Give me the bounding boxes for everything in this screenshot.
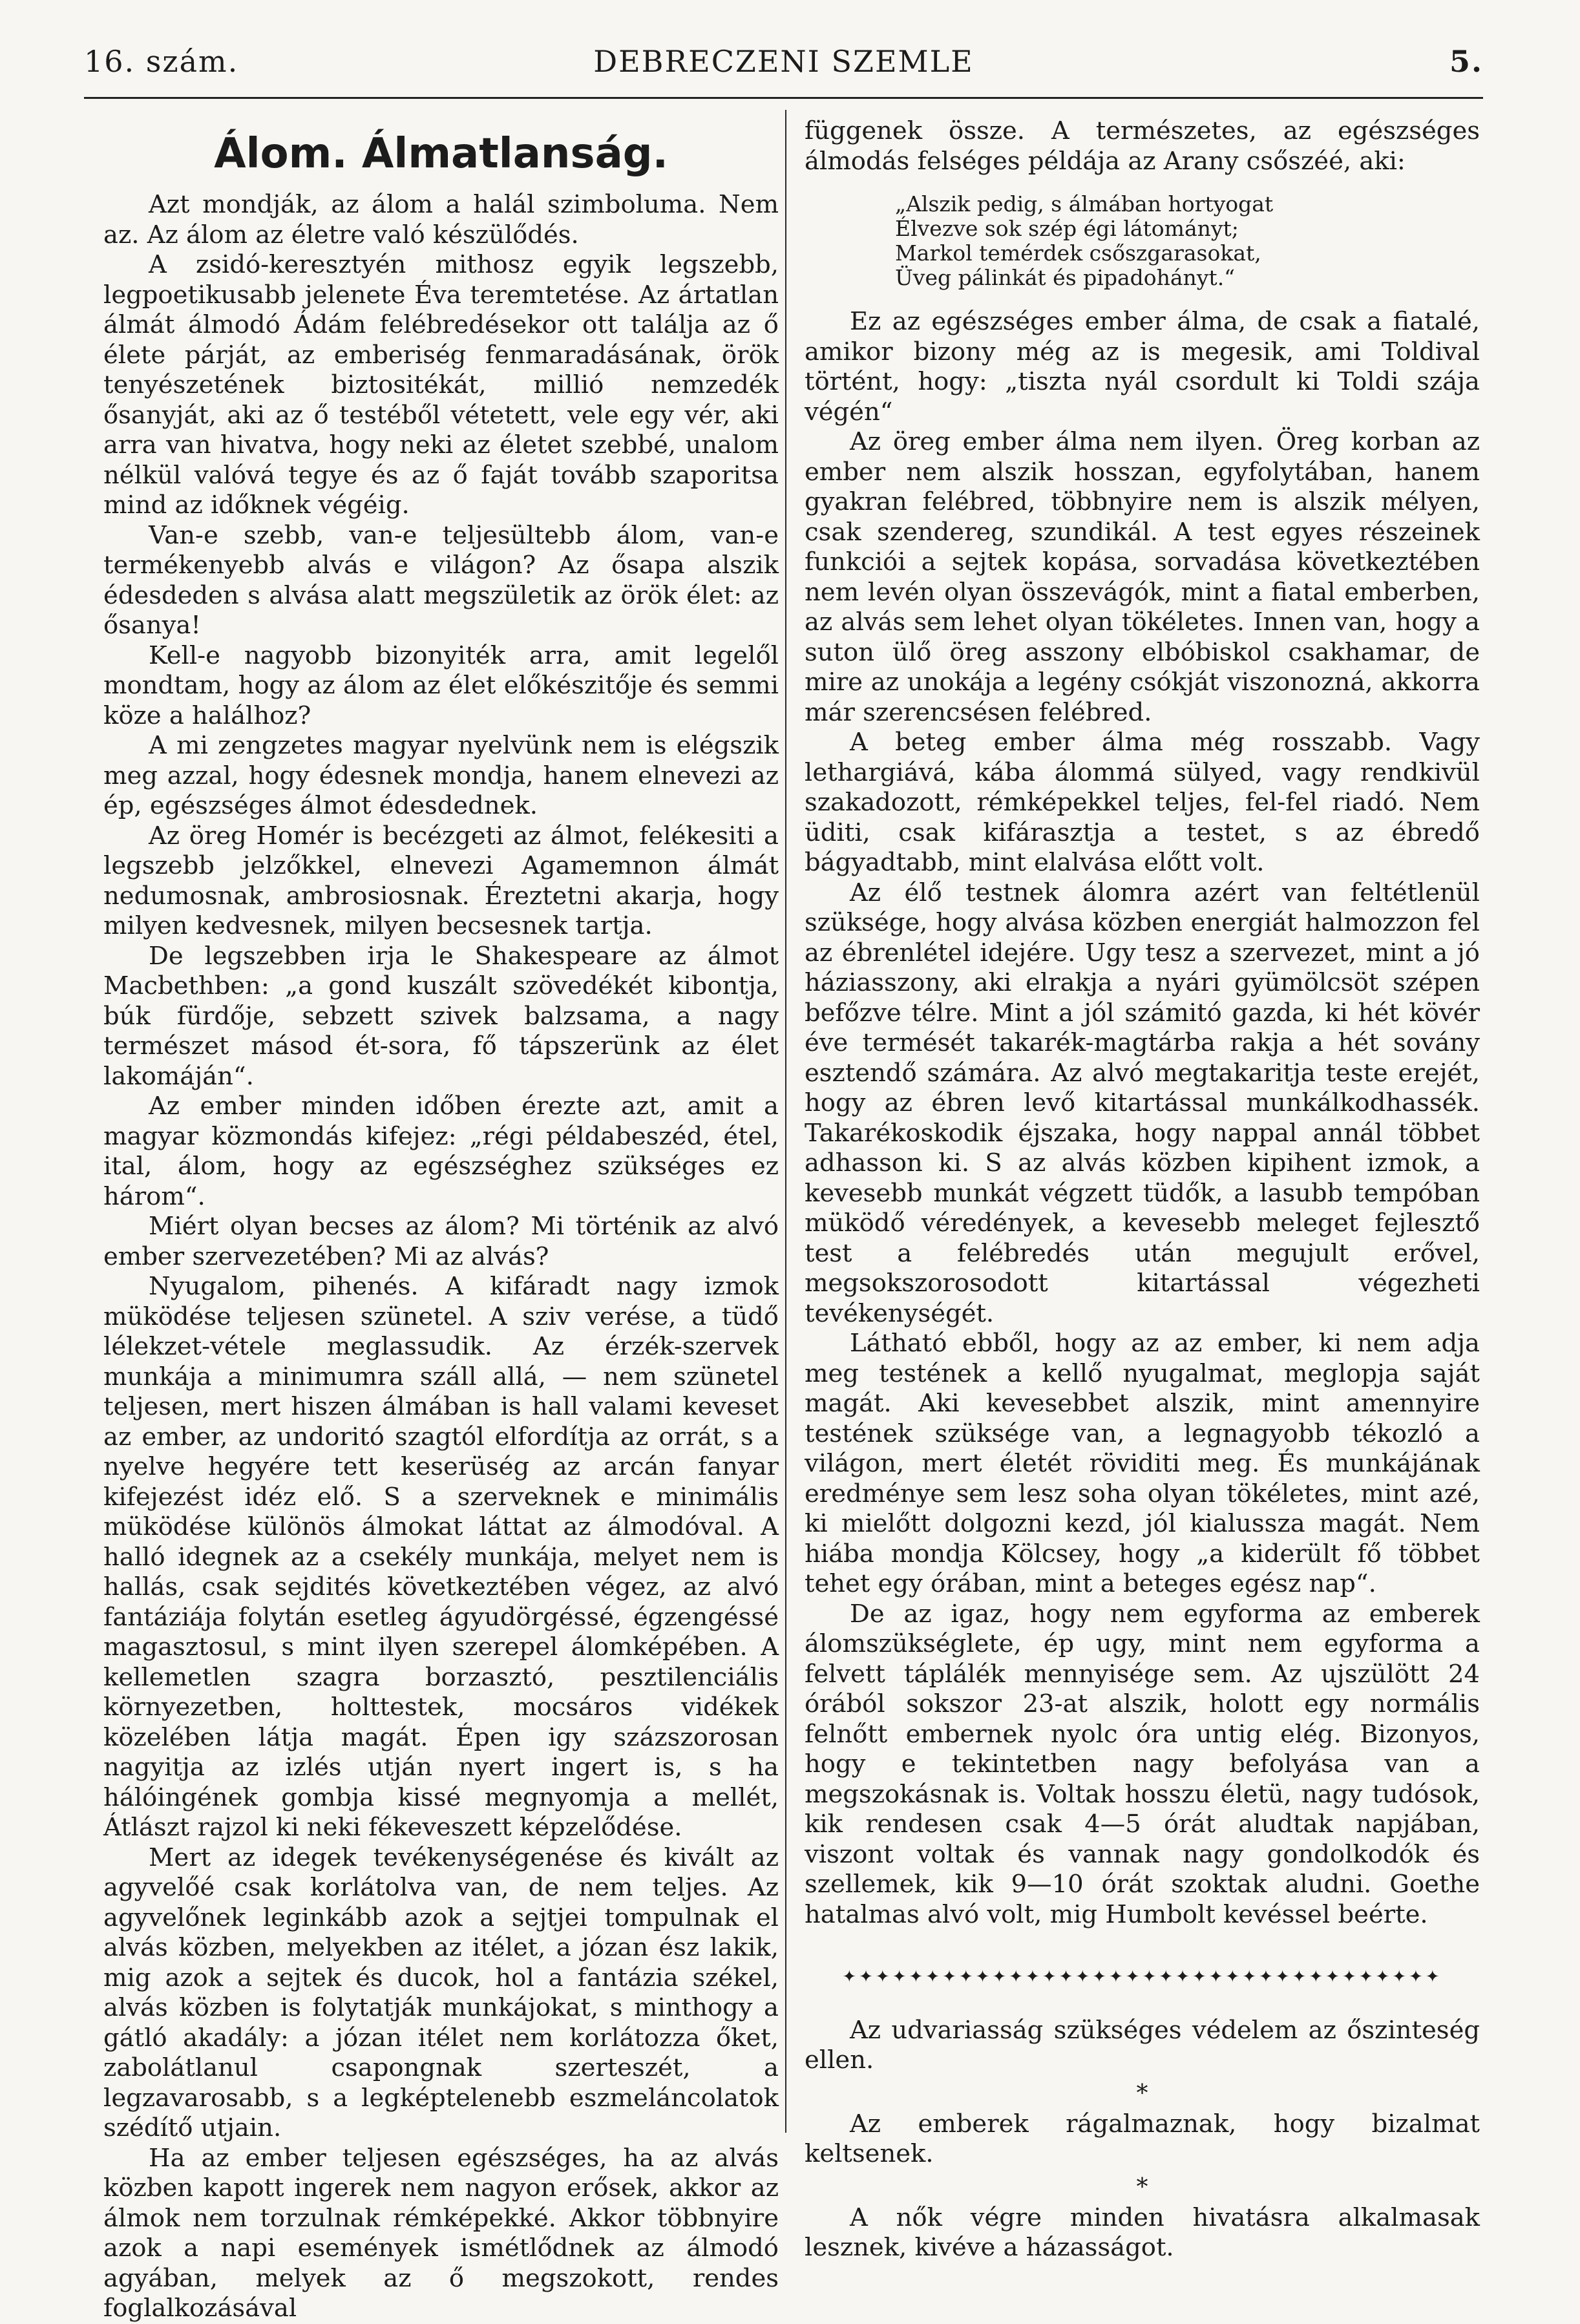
aphorisms-section — [805, 2016, 1480, 2263]
poem-quote — [895, 192, 1480, 290]
aphorism: Az udvariasság szükséges védelem az őszinteség ellen. — [805, 2015, 1480, 2075]
right-column — [805, 116, 1480, 2263]
star-separator: * — [1136, 2173, 1148, 2201]
paragraph: A beteg ember álma még rosszabb. Vagy lethargiává, kába álommá sülyed, vagy rendkivül szakadozott, rémképekkel teljes, fel-fel riadó. Nem üditi, csak kifárasztja a testet, s az ébredő bágyadtabb, mint elalvása előtt volt. — [805, 728, 1480, 877]
left-column — [103, 116, 779, 2324]
paragraph: Mert az idegek tevékenységenése és kivált az agyvelőé csak korlátolva van, de nem teljes. Az agyvelőnek leginkább azok a sejtjei tompulnak el alvás közben, melyekben az itélet, a józan ész lakik, mig azok a sejtek és ducok, hol a fantázia székel, alvás közben is folytatják munkájokat, s minthogy a gátló akadály: a józan itélet nem korlátozza őket, zabolátlanul csapongnak szerteszét, a legzavarosabb, s a legképtelenebb eszmeláncolatok szédítő utjain. — [103, 1843, 779, 2142]
paragraph: De legszebben irja le Shakespeare az álmot Macbethben: „a gond kuszált szövedékét kibontja, búk fürdője, sebzett szivek balzsama, a nagy természet másod ét-sora, fő tápszerünk az élet lakomáján“. — [103, 941, 779, 1091]
page-number: 5. — [1449, 44, 1483, 79]
paragraph: A mi zengzetes magyar nyelvünk nem is elégszik meg azzal, hogy édesnek mondja, hanem elnevezi az ép, egészséges álmot édesdednek. — [103, 731, 779, 820]
paragraph: Miért olyan becses az álom? Mi történik az alvó ember szervezetében? Mi az alvás? — [103, 1212, 779, 1271]
poem-line: Üveg pálinkát és pipadohányt.“ — [895, 265, 1236, 290]
journal-title: DEBRECZENI SZEMLE — [593, 44, 974, 79]
paragraph: Az ember minden időben érezte azt, amit a magyar közmondás kifejez: „régi példabeszéd, étel, ital, álom, hogy az egészséghez szükséges ez három“. — [103, 1092, 779, 1211]
aphorism: Az emberek rágalmaznak, hogy bizalmat keltsenek. — [805, 2109, 1480, 2168]
paragraph: Van-e szebb, van-e teljesültebb álom, van-e termékenyebb alvás e világon? Az ősapa alszik édesdeden s alvása alatt megszületik az örök élet: az ősanya! — [103, 520, 779, 640]
paragraph: Az öreg ember álma nem ilyen. Öreg korban az ember nem alszik hosszan, egyfolytában, hanem gyakran felébred, többnyire nem is alszik mélyen, csak szendereg, szundikál. A test egyes részeinek funkciói a sejtek kopása, sorvadása következtében nem levén olyan összevágók, mint a fiatal emberben, az alvás sem lehet olyan tökéletes. Innen van, hogy a suton ülő öreg asszony elbóbiskol csakhamar, de mire az unokája a legény csókját viszonozná, akkorra már szerencsésen felébred. — [805, 427, 1480, 727]
paragraph: Az öreg Homér is becézgeti az álmot, felékesiti a legszebb jelzőkkel, elnevezi Agamemnon álmát nedumosnak, ambrosiosnak. Éreztetni akarja, hogy milyen kedvesnek, milyen becsesnek tartja. — [103, 821, 779, 940]
issue-number: 16. szám. — [84, 44, 239, 79]
paragraph: Azt mondják, az álom a halál szimboluma. Nem az. Az álom az életre való készülődés. — [103, 190, 779, 249]
poem-line: Élvezve sok szép égi látományt; — [895, 216, 1239, 241]
aphorism: A nők végre minden hivatásra alkalmasak lesznek, kivéve a házasságot. — [805, 2203, 1480, 2262]
paragraph: Az élő testnek álomra azért van feltétlenül szüksége, hogy alvása közben energiát halmozzon fel az ébrenlétel idejére. Ugy tesz a szervezet, mint a jó háziasszony, aki elrakja a nyári gyümölcsöt szépen befőzve télre. Mint a jól számitó gazda, ki hét kövér éve termését takarék-magtárba rakja a hét sovány esztendő számára. Az alvó megtakaritja teste erejét, hogy az ébren levő kitartással munkálkodhassék. Takarékoskodik éjszaka, hogy nappal annál többet adhasson ki. S az alvás közben kipihent izmok, a kevesebb munkát végzett tüdők, a lasubb tempóban müködő véredények, a kevesebb meleget fejlesztő test a felébredés után megujult erővel, megsokszorosodott kitartással végezheti tevékenységét. — [805, 878, 1480, 1328]
paragraph: Kell-e nagyobb bizonyiték arra, amit legelől mondtam, hogy az álom az élet előkészitője és semmi köze a halálhoz? — [103, 640, 779, 730]
paragraph: Ha az ember teljesen egészséges, ha az alvás közben kapott ingerek nem nagyon erősek, akkor az álmok nem torzulnak rémképekké. Akkor többnyire azok a napi események ismétlődnek az álmodó agyában, melyek az ő megszokott, rendes foglalkozásával — [103, 2143, 779, 2323]
paragraph: Nyugalom, pihenés. A kifáradt nagy izmok müködése teljesen szünetel. A sziv verése, a tüdő lélekzet-vétele meglassudik. Az érzék-szervek munkája a minimumra száll allá, — nem szünetel teljesen, mert hiszen álmában is hall valami keveset az ember, az undoritó szagtól elfordítja az orrát, s a nyelve hegyére tett keserüség az arcán fanyar kifejezést idéz elő. S a szerveknek e minimális müködése különös álmokat láttat az álmodóval. A halló idegnek az a csekély munkája, melyet nem is hallás, csak sejdités következtében végez, az alvó fantáziája folytán esetleg ágyudörgéssé, égzengéssé magasztosul, s mint ilyen szerepel álomképében. A kellemetlen szagra borzasztó, pesztilenciális környezetben, holttestek, mocsáros vidékek közelében látja magát. Épen igy százszorosan nagyitja az izlés utján nyert ingert is, s ha hálóingének gombja kissé megnyomja a mellét, Átlászt rajzol ki neki fékeveszett képzelődése. — [103, 1272, 779, 1842]
paragraph: Látható ebből, hogy az az ember, ki nem adja meg testének a kellő nyugalmat, meglopja saját magát. Aki kevesebbet alszik, mint amennyire testének szüksége van, a legnagyobb tékozló a világon, mert életét röviditi meg. És munkájának eredménye sem lesz soha olyan tökéletes, mint azé, ki mielőtt dolgozni kezd, jól kialussza magát. Nem hiába mondja Kölcsey, hogy „a kiderült fő többet tehet egy órában, mint a beteges egész nap“. — [805, 1329, 1480, 1598]
ornament-divider: ✦✦✦✦✦✦✦✦✦✦✦✦✦✦✦✦✦✦✦✦✦✦✦✦✦✦✦✦✦✦✦✦✦✦✦✦ — [842, 1967, 1442, 1987]
poem-line: Markol temérdek csőszgarasokat, — [895, 240, 1261, 266]
page-header — [84, 39, 1483, 99]
column-divider — [785, 110, 786, 2133]
article-title: Álom. Álmatlanság. — [214, 130, 668, 178]
paragraph: Ez az egészséges ember álma, de csak a fiatalé, amikor bizony még az is megesik, ami Toldival történt, hogy: „tiszta nyál csordult ki Toldi szája végén“ — [805, 307, 1480, 427]
paragraph-continuation: függenek össze. A természetes, az egészséges álmodás felséges példája az Arany csőszéé, aki: — [805, 116, 1480, 176]
paragraph: De az igaz, hogy nem egyforma az emberek álomszükséglete, ép ugy, mint nem egyforma a felvett táplálék mennyisége sem. Az ujszülött 24 órából sokszor 23-at alszik, holott egy normális felnőtt embernek nyolc óra untig elég. Bizonyos, hogy e tekintetben nagy befolyása van a megszokásnak is. Voltak hosszu életü, nagy tudósok, kik rendesen csak 4—5 órát aludtak napjában, viszont voltak és vannak nagy gondolkodók és szellemek, kik 9—10 órát szoktak aludni. Goethe hatalmas alvó volt, mig Humbolt kevéssel beérte. — [805, 1599, 1480, 1929]
poem-line: „Alszik pedig, s álmában hortyogat — [895, 191, 1274, 217]
star-separator: * — [1136, 2080, 1148, 2107]
paragraph: A zsidó-keresztyén mithosz egyik legszebb, legpoetikusabb jelenete Éva teremtetése. Az ártatlan álmát álmodó Ádám felébredésekor ott találja az ő élete párját, az emberiség fenmaradásának, örök tenyészetének biztositékát, millió nemzedék ősanyját, aki az ő testéből vétetett, vele egy vér, aki arra van hivatva, hogy neki az életet szebbé, unalom nélkül valóvá tegye és az ő faját tovább szaporitsa mind az időknek végéig. — [103, 250, 779, 520]
